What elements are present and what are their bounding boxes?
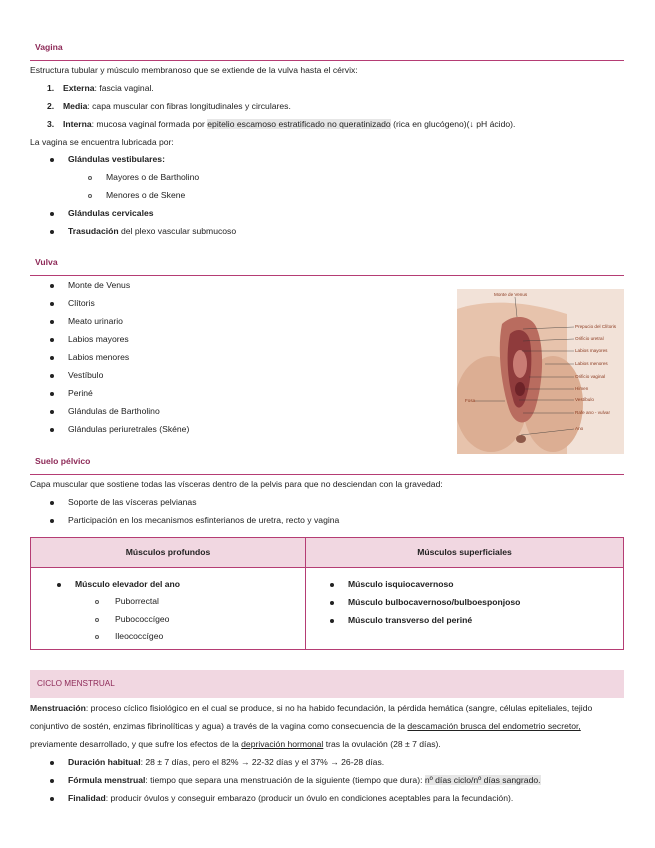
bullet [330,583,334,587]
table-header-deep: Músculos profundos [125,547,211,557]
table-cell: Puborrectal [115,596,159,606]
term: Interna [63,119,92,129]
list-text: del plexo vascular submucoso [118,226,237,236]
bullet [57,583,61,587]
paragraph-text: conjuntivo de sostén, enzimas fibrinolíticas y agua) a través de la vagina como consecuencia de la [30,721,408,731]
list-item: Periné [68,388,93,398]
figure-label: Orificio vaginal [575,374,606,379]
table-cell: Ileococcígeo [115,631,164,641]
term: Duración habitual [68,757,141,767]
list-item: Meato urinario [68,316,123,326]
sub-bullet [88,176,92,180]
figure-label: Himen [575,386,589,391]
list-item: Glándulas de Bartholino [68,406,160,416]
lubrication-intro: La vagina se encuentra lubricada por: [30,137,174,147]
paragraph-text: previamente desarrollado, y que sufre los efectos de la [30,739,242,749]
list-text: : mucosa vaginal formada por [91,119,208,129]
list-text: : producir óvulos y conseguir embarazo (producir un óvulo en condiciones aceptables para la fecundación). [105,793,514,803]
bullet [50,779,54,783]
bullet [50,302,54,306]
term: Trasudación [68,226,119,236]
term: Glándulas cervicales [68,208,154,218]
figure-label: Vestíbulo [575,397,594,402]
list-item: Monte de Venus [68,280,131,290]
section-title-suelo: Suelo pélvico [35,456,91,466]
sub-bullet [95,600,99,604]
table-header-superficial: Músculos superficiales [417,547,512,557]
bullet [50,519,54,523]
figure-label: Labios menores [575,361,608,366]
list-item [68,226,236,237]
section-title-vagina: Vagina [35,42,63,52]
muscles-table [30,537,624,650]
list-item: Participación en los mecanismos esfinterianos de uretra, recto y vagina [68,515,340,525]
suelo-intro: Capa muscular que sostiene todas las vísceras dentro de la pelvis para que no desciendan con la gravedad: [30,479,443,489]
figure-label: Prepucio del Clítoris [575,324,617,329]
list-item: Vestíbulo [68,370,104,380]
sub-bullet [95,618,99,622]
highlighted-text: nº días ciclo/nº días sangrado. [424,775,541,785]
list-item: Soporte de las vísceras pelvianas [68,497,197,507]
term: Músculo isquiocavernoso [348,579,454,589]
bullet [330,601,334,605]
term: Glándulas vestibulares: [68,154,165,164]
list-item [68,208,154,219]
glands-title [68,154,165,165]
paragraph-text: : proceso cíclico fisiológico en el cual se produce, si no ha habido fecundación, la pérdida hemática (sangre, células epiteliales, tejido [85,703,593,713]
term: Músculo transverso del periné [348,615,473,625]
vagina-intro: Estructura tubular y músculo membranoso que se extiende de la vulva hasta el cérvix: [30,65,358,75]
term: Músculo elevador del ano [75,579,181,589]
bullet [50,230,54,234]
bullet [50,158,54,162]
list-item: Labios mayores [68,334,129,344]
bullet [50,428,54,432]
list-item: Mayores o de Bartholino [106,172,200,182]
bullet [50,797,54,801]
bullet [50,356,54,360]
list-number: 1. [47,83,55,93]
list-item [68,793,513,804]
list-text: : 28 ± 7 días, pero el 82% → 22-32 días y el 37% → 26-28 días. [140,757,385,767]
table-cell [348,579,454,590]
list-item: Labios menores [68,352,130,362]
list-text: (rica en glucógeno)(↓ pH ácido). [390,119,516,129]
bullet [330,619,334,623]
anatomy-illustration [457,289,624,454]
section-rule [30,474,624,475]
term: Músculo bulbocavernoso/bulboesponjoso [348,597,521,607]
figure-label: Ano [575,426,584,431]
sub-bullet [88,194,92,198]
figure-label: Rafe ano - vulvar [575,410,610,415]
list-item: Menores o de Skene [106,190,186,200]
section-band-ciclo [30,670,624,698]
bullet [50,392,54,396]
section-title-vulva: Vulva [35,257,58,267]
bullet [50,501,54,505]
underlined-text: descamación brusca del endometrio secretor, [407,721,581,731]
bullet [50,761,54,765]
list-text: : fascia vaginal. [94,83,154,93]
sub-bullet [95,635,99,639]
figure-label: Labios mayores [575,348,608,353]
list-item [68,757,384,768]
table-cell [348,615,472,626]
bullet [50,320,54,324]
list-item: Glándulas periuretrales (Skéne) [68,424,190,434]
bullet [50,338,54,342]
paragraph-text: tras la ovulación (28 ± 7 días). [323,739,441,749]
list-item [47,83,154,94]
bullet [50,212,54,216]
table-cell [75,579,180,590]
table-cell: Pubococcígeo [115,614,170,624]
term: Finalidad [68,793,106,803]
term: Media [63,101,88,111]
term: Menstruación [30,703,86,713]
figure-label: Orificio uretral [575,336,604,341]
highlighted-text: epitelio escamoso estratificado no queratinizado [207,119,391,129]
list-item [47,119,515,130]
bullet [50,284,54,288]
section-rule [30,275,624,276]
figure-label: Fosa [465,398,476,403]
section-rule [30,60,624,61]
list-text: : tiempo que separa una menstruación de la siguiente (tiempo que dura): [145,775,425,785]
vulva-anatomy-figure [457,289,624,454]
list-text: : capa muscular con fibras longitudinales y circulares. [87,101,291,111]
list-item: Clítoris [68,298,95,308]
paragraph-line [30,703,592,714]
table-cell [348,597,520,608]
bullet [50,374,54,378]
paragraph-line [30,739,441,750]
figure-label: Monte de Venus [494,292,528,297]
underlined-text: deprivación hormonal [241,739,324,749]
term: Externa [63,83,95,93]
list-number: 2. [47,101,55,111]
section-title-ciclo: CICLO MENSTRUAL [37,679,115,688]
term: Fórmula menstrual [68,775,146,785]
list-number: 3. [47,119,55,129]
list-item [47,101,291,112]
list-item [68,775,541,786]
paragraph-line [30,721,581,732]
bullet [50,410,54,414]
